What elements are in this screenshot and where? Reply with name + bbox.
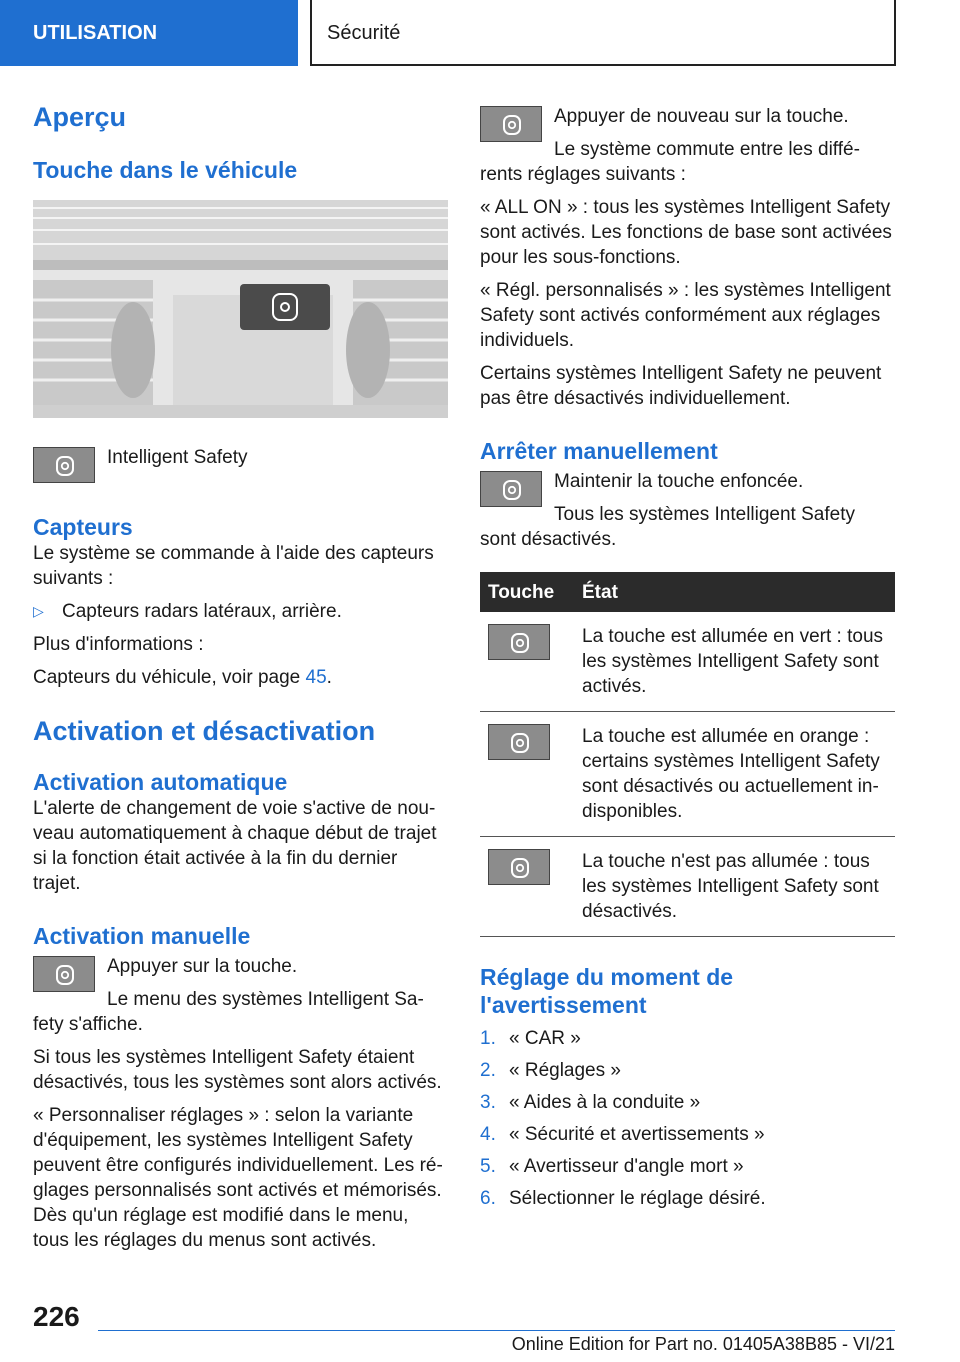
note-paragraph: Certains systèmes Intelligent Safety ne peuvent pas être désactivés individuellement. xyxy=(480,363,882,409)
list-item: ▷ Capteurs radars latéraux, arrière. xyxy=(33,601,342,622)
table-row xyxy=(480,612,895,712)
list-item: 5. « Avertisseur d'angle mort » xyxy=(480,1156,744,1177)
status-table xyxy=(480,572,895,937)
intelligent-safety-button-icon xyxy=(33,447,95,483)
table-row xyxy=(480,712,895,837)
heading-reglage: Réglage du moment de l'avertissement xyxy=(480,964,734,1018)
button-orange-icon xyxy=(488,724,550,760)
heading-touche-vehicule: Touche dans le véhicule xyxy=(33,157,298,183)
switch-settings-text: Le système commute entre les différents réglages suivants : xyxy=(480,139,860,185)
list-item: 1. « CAR » xyxy=(480,1028,581,1049)
table-row xyxy=(480,837,895,937)
button-green-icon xyxy=(488,624,550,660)
all-deactivated-text: Tous les systèmes Intelligent Safety sont désactivés. xyxy=(480,504,855,550)
heading-activation: Activation et désactivation xyxy=(33,716,376,746)
manuelle-step: Appuyer sur la touche. xyxy=(107,956,298,977)
heading-activation-auto: Activation automatique xyxy=(33,769,288,795)
table-cell-state: La touche est allumée en orange : certains systèmes Intelligent Safety sont désactivés ou actuellement indisponibles. xyxy=(574,712,895,837)
table-cell-state: La touche est allumée en vert : tous les systèmes Intelligent Safety sont activés. xyxy=(574,612,895,712)
manuelle-paragraph: Si tous les systèmes Intelligent Safety étaient désactivés, tous les systèmes sont alors activés. xyxy=(33,1047,442,1093)
right-column xyxy=(480,104,895,1215)
dashboard-photo xyxy=(33,200,448,418)
manuelle-menu-text: Le menu des systèmes Intelligent Safety s'affiche. xyxy=(33,989,424,1035)
all-on-paragraph: « ALL ON » : tous les systèmes Intelligent Safety sont activés. Les fonctions de base sont activées pour les sous-fonctions. xyxy=(480,197,892,268)
list-item: 4. « Sécurité et avertissements » xyxy=(480,1124,765,1145)
hold-button-text: Maintenir la touche enfoncée. xyxy=(554,471,804,492)
page-number: 226 xyxy=(33,1301,80,1332)
page-link[interactable]: 45 xyxy=(305,667,327,688)
intelligent-safety-button-icon xyxy=(480,471,542,507)
custom-settings-paragraph: « Régl. personnalisés » : les systèmes Intelligent Safety sont activés conformément aux réglages individuels. xyxy=(480,280,891,351)
auto-paragraph: L'alerte de changement de voie s'active de nouveau automatiquement à chaque début de trajet si la fonction était activée à la fin du dernier trajet. xyxy=(33,798,437,894)
table-cell-state: La touche n'est pas allumée : tous les systèmes Intelligent Safety sont désactivés. xyxy=(574,837,895,937)
steps-list xyxy=(480,1023,895,1215)
footer-divider xyxy=(98,1330,895,1331)
list-item: 3. « Aides à la conduite » xyxy=(480,1092,701,1113)
list-item: 2. « Réglages » xyxy=(480,1060,621,1081)
list-item: 6. Sélectionner le réglage désiré. xyxy=(480,1188,766,1209)
heading-apercu: Aperçu xyxy=(33,102,127,132)
heading-activation-manuelle: Activation manuelle xyxy=(33,923,251,949)
press-again-text: Appuyer de nouveau sur la touche. xyxy=(554,106,849,127)
icon-caption: Intelligent Safety xyxy=(107,447,248,468)
table-header-touche: Touche xyxy=(480,572,574,612)
capteurs-paragraph: Le système se commande à l'aide des capteurs suivants : xyxy=(33,543,434,589)
personnaliser-paragraph: « Personnaliser réglages » : selon la variante d'équipement, les systèmes Intelligent Safety peuvent être configurés individuellement. Les réglages personnalisés sont activés et mémorisés. Dès qu'un réglage est modifié dans le menu, tous les réglages du menus sont activés. xyxy=(33,1105,443,1251)
chapter-title: Sécurité xyxy=(310,0,896,66)
heading-capteurs: Capteurs xyxy=(33,514,133,540)
table-header-etat: État xyxy=(574,572,895,612)
footer-edition: Online Edition for Part no. 01405A38B85 - VI/21 xyxy=(511,1334,895,1354)
heading-arret: Arrêter manuellement xyxy=(480,438,718,464)
left-column xyxy=(33,102,448,1253)
section-tab: UTILISATION xyxy=(0,0,298,66)
triangle-bullet-icon: ▷ xyxy=(33,603,44,619)
see-page-reference: Capteurs du véhicule, voir page 45. xyxy=(33,667,332,688)
table-header-row xyxy=(480,572,895,612)
intelligent-safety-button-icon xyxy=(33,956,95,992)
button-off-icon xyxy=(488,849,550,885)
intelligent-safety-button-icon xyxy=(480,106,542,142)
plus-info-label: Plus d'informations : xyxy=(33,634,204,655)
